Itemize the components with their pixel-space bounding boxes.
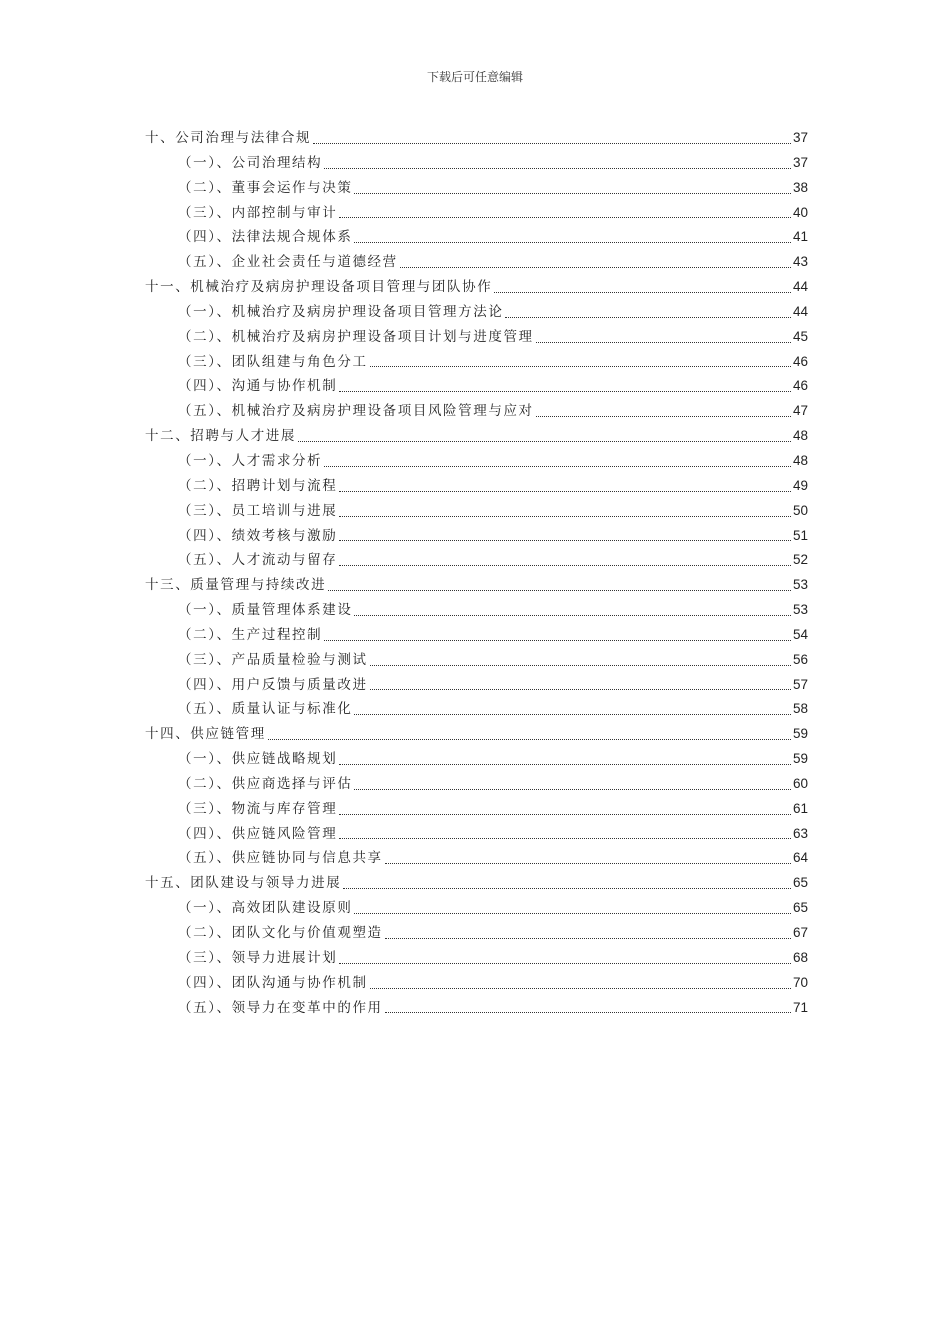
toc-entry-title: （一）、人才需求分析 — [178, 452, 323, 469]
toc-entry[interactable] — [145, 499, 808, 524]
toc-leader-dots — [268, 738, 791, 740]
toc-leader-dots — [339, 837, 791, 839]
toc-leader-dots — [370, 688, 791, 690]
toc-entry[interactable] — [145, 772, 808, 797]
toc-entry[interactable] — [145, 846, 808, 871]
toc-entry-title: （四）、绩效考核与激励 — [178, 527, 338, 544]
toc-entry[interactable] — [145, 797, 808, 822]
toc-entry-page-number: 46 — [792, 378, 808, 394]
toc-leader-dots — [400, 266, 791, 268]
toc-entry-title: （五）、企业社会责任与道德经营 — [178, 254, 398, 271]
toc-entry[interactable] — [145, 424, 808, 449]
toc-entry[interactable] — [145, 176, 808, 201]
toc-entry-page-number: 61 — [792, 800, 808, 816]
table-of-contents — [145, 126, 808, 1020]
toc-leader-dots — [354, 241, 791, 243]
toc-entry-title: （二）、招聘计划与流程 — [178, 477, 338, 494]
toc-entry-page-number: 54 — [792, 626, 808, 642]
toc-entry[interactable] — [145, 697, 808, 722]
page-header: 下载后可任意编辑 — [426, 70, 523, 84]
toc-leader-dots — [370, 664, 791, 666]
toc-entry-title: 十一、机械治疗及病房护理设备项目管理与团队协作 — [145, 279, 493, 296]
toc-entry[interactable] — [145, 151, 808, 176]
toc-entry-page-number: 56 — [792, 651, 808, 667]
toc-leader-dots — [385, 1011, 791, 1013]
toc-leader-dots — [339, 539, 791, 541]
toc-leader-dots — [339, 813, 791, 815]
toc-entry-title: （五）、质量认证与标准化 — [178, 701, 353, 718]
toc-entry-title: （五）、供应链协同与信息共享 — [178, 850, 383, 867]
toc-entry[interactable] — [145, 573, 808, 598]
toc-entry-title: （三）、团队组建与角色分工 — [178, 353, 368, 370]
toc-entry[interactable] — [145, 996, 808, 1021]
toc-entry-title: （四）、供应链风险管理 — [178, 825, 338, 842]
toc-leader-dots — [354, 713, 791, 715]
toc-entry-page-number: 68 — [792, 949, 808, 965]
toc-entry-page-number: 37 — [792, 154, 808, 170]
toc-entry-page-number: 58 — [792, 701, 808, 717]
toc-entry-page-number: 60 — [792, 775, 808, 791]
toc-leader-dots — [370, 987, 791, 989]
toc-leader-dots — [494, 291, 791, 293]
toc-leader-dots — [339, 490, 791, 492]
toc-entry-page-number: 41 — [792, 229, 808, 245]
toc-entry[interactable] — [145, 524, 808, 549]
toc-entry[interactable] — [145, 201, 808, 226]
toc-leader-dots — [354, 788, 791, 790]
toc-entry[interactable] — [145, 325, 808, 350]
toc-entry-title: （二）、供应商选择与评估 — [178, 775, 353, 792]
toc-entry-title: （五）、领导力在变革中的作用 — [178, 999, 383, 1016]
toc-entry-page-number: 71 — [792, 999, 808, 1015]
toc-entry[interactable] — [145, 399, 808, 424]
toc-entry-page-number: 45 — [792, 328, 808, 344]
toc-entry-title: （三）、物流与库存管理 — [178, 800, 338, 817]
toc-entry-title: 十二、招聘与人才进展 — [145, 428, 296, 445]
toc-entry[interactable] — [145, 374, 808, 399]
toc-entry[interactable] — [145, 722, 808, 747]
toc-entry-title: 十五、团队建设与领导力进展 — [145, 875, 342, 892]
toc-entry-title: 十三、质量管理与持续改进 — [145, 577, 327, 594]
toc-entry-page-number: 63 — [792, 825, 808, 841]
toc-entry-page-number: 48 — [792, 428, 808, 444]
toc-entry-title: （三）、领导力进展计划 — [178, 949, 338, 966]
toc-leader-dots — [385, 937, 791, 939]
toc-entry-page-number: 64 — [792, 850, 808, 866]
toc-entry-page-number: 50 — [792, 502, 808, 518]
toc-entry[interactable] — [145, 598, 808, 623]
toc-entry[interactable] — [145, 350, 808, 375]
toc-entry-page-number: 49 — [792, 477, 808, 493]
toc-entry-page-number: 53 — [792, 577, 808, 593]
toc-leader-dots — [328, 589, 791, 591]
toc-entry-page-number: 46 — [792, 353, 808, 369]
toc-leader-dots — [339, 962, 791, 964]
toc-leader-dots — [339, 390, 791, 392]
toc-entry-page-number: 40 — [792, 204, 808, 220]
toc-leader-dots — [324, 167, 791, 169]
toc-entry-page-number: 59 — [792, 726, 808, 742]
toc-entry-title: （四）、法律法规合规体系 — [178, 229, 353, 246]
toc-leader-dots — [536, 341, 791, 343]
toc-leader-dots — [339, 515, 791, 517]
toc-entry-title: （二）、机械治疗及病房护理设备项目计划与进度管理 — [178, 328, 534, 345]
toc-entry-title: 十、公司治理与法律合规 — [145, 130, 312, 146]
toc-entry-page-number: 37 — [792, 130, 808, 145]
toc-leader-dots — [536, 415, 791, 417]
toc-leader-dots — [354, 192, 791, 194]
toc-entry-page-number: 44 — [792, 279, 808, 295]
toc-entry-title: （四）、沟通与协作机制 — [178, 378, 338, 395]
toc-leader-dots — [324, 465, 791, 467]
toc-entry[interactable] — [145, 474, 808, 499]
toc-entry-title: （一）、供应链战略规划 — [178, 751, 338, 768]
toc-leader-dots — [313, 142, 791, 144]
toc-leader-dots — [370, 365, 791, 367]
toc-leader-dots — [339, 564, 791, 566]
toc-leader-dots — [324, 639, 791, 641]
toc-entry-title: （二）、生产过程控制 — [178, 626, 323, 643]
toc-entry-page-number: 59 — [792, 751, 808, 767]
toc-entry[interactable] — [145, 871, 808, 896]
toc-entry-page-number: 65 — [792, 875, 808, 891]
toc-entry-title: 十四、供应链管理 — [145, 726, 266, 743]
toc-entry[interactable] — [145, 896, 808, 921]
toc-leader-dots — [298, 440, 791, 442]
toc-entry-page-number: 38 — [792, 179, 808, 195]
toc-entry[interactable] — [145, 449, 808, 474]
toc-leader-dots — [354, 912, 791, 914]
toc-entry-page-number: 51 — [792, 527, 808, 543]
toc-entry[interactable] — [145, 648, 808, 673]
toc-entry[interactable] — [145, 250, 808, 275]
toc-entry-title: （二）、董事会运作与决策 — [178, 179, 353, 196]
toc-entry-title: （五）、机械治疗及病房护理设备项目风险管理与应对 — [178, 403, 534, 420]
toc-entry-page-number: 44 — [792, 303, 808, 319]
toc-entry-page-number: 52 — [792, 552, 808, 568]
toc-entry-page-number: 48 — [792, 452, 808, 468]
toc-entry-title: （一）、公司治理结构 — [178, 154, 323, 171]
toc-entry-title: （三）、员工培训与进展 — [178, 502, 338, 519]
toc-entry[interactable] — [145, 275, 808, 300]
toc-entry[interactable] — [145, 673, 808, 698]
toc-entry-title: （二）、团队文化与价值观塑造 — [178, 925, 383, 941]
toc-entry-page-number: 57 — [792, 676, 808, 692]
toc-entry-title: （一）、高效团队建设原则 — [178, 900, 353, 917]
toc-leader-dots — [354, 614, 791, 616]
toc-entry-page-number: 70 — [792, 974, 808, 990]
toc-entry-title: （一）、机械治疗及病房护理设备项目管理方法论 — [178, 303, 504, 320]
toc-entry-page-number: 43 — [792, 254, 808, 270]
toc-entry-title: （三）、内部控制与审计 — [178, 204, 338, 221]
toc-entry[interactable] — [145, 921, 808, 946]
toc-entry[interactable] — [145, 971, 808, 996]
toc-entry-title: （一）、质量管理体系建设 — [178, 602, 353, 619]
toc-leader-dots — [339, 216, 791, 218]
toc-entry[interactable] — [145, 623, 808, 648]
toc-entry[interactable] — [145, 126, 808, 151]
toc-entry[interactable] — [145, 300, 808, 325]
toc-entry-page-number: 47 — [792, 403, 808, 419]
toc-entry[interactable] — [145, 548, 808, 573]
toc-entry-title: （四）、团队沟通与协作机制 — [178, 974, 368, 991]
toc-entry-title: （三）、产品质量检验与测试 — [178, 651, 368, 668]
toc-leader-dots — [385, 862, 791, 864]
toc-entry[interactable] — [145, 822, 808, 847]
toc-entry-page-number: 65 — [792, 900, 808, 916]
toc-entry-page-number: 67 — [792, 925, 808, 940]
toc-leader-dots — [339, 763, 791, 765]
toc-entry-title: （四）、用户反馈与质量改进 — [178, 676, 368, 693]
toc-leader-dots — [505, 316, 791, 318]
toc-entry-page-number: 53 — [792, 602, 808, 618]
toc-entry-title: （五）、人才流动与留存 — [178, 552, 338, 569]
toc-entry[interactable] — [145, 225, 808, 250]
toc-entry[interactable] — [145, 946, 808, 971]
toc-entry[interactable] — [145, 747, 808, 772]
toc-leader-dots — [343, 887, 791, 889]
